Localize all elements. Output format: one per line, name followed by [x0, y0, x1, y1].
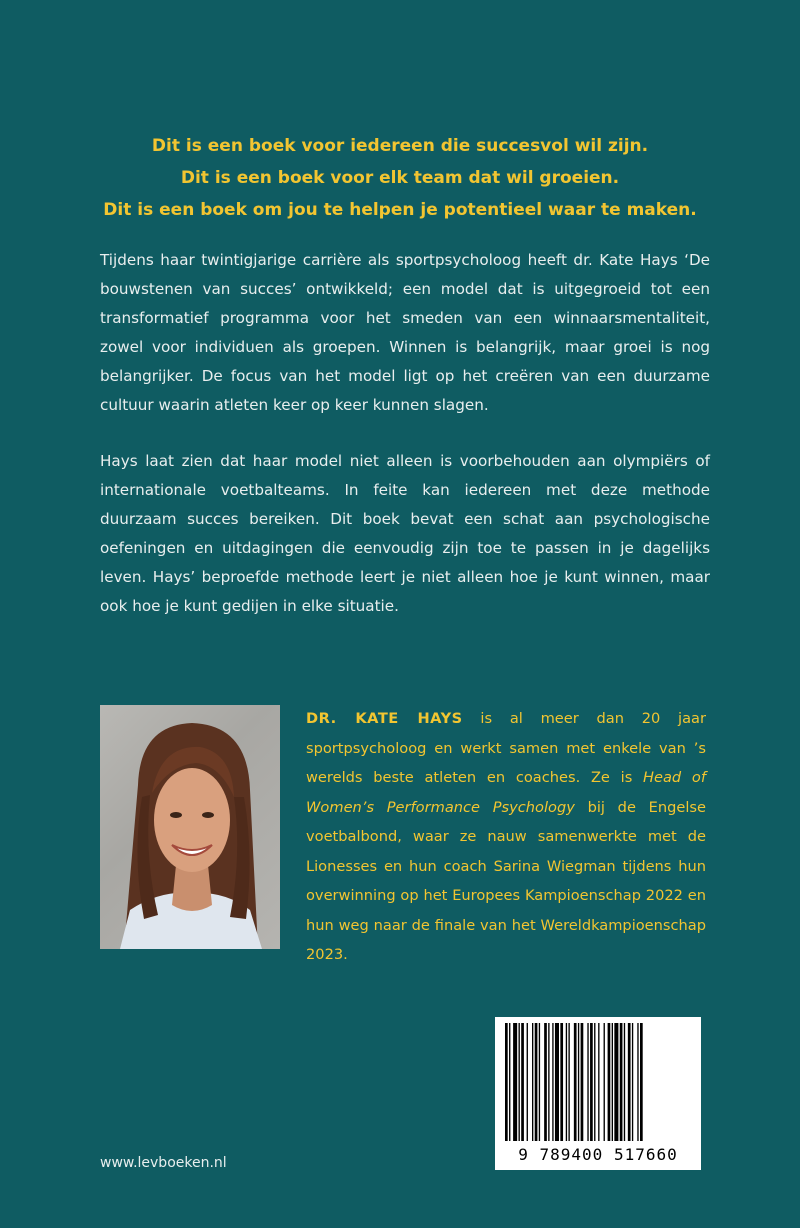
- description-paragraph-2: Hays laat zien dat haar model niet alleen is voorbehouden aan olympiërs of internationale voetbalteams. In feite kan iedereen met deze methode duurzaam succes bereiken. Dit boek bevat een schat aan psychologische oefeningen en uitdagingen die eenvoudig zijn toe te passen in je dagelijks leven. Hays’ beproefde methode leert je niet alleen hoe je kunt winnen, maar ook hoe je kunt gedijen in elke situatie.: [100, 452, 710, 615]
- barcode-bar: [587, 1023, 588, 1141]
- publisher-website: www.levboeken.nl: [100, 1155, 227, 1171]
- headline-line-2: Dit is een boek voor elk team dat wil groeien.: [180, 168, 620, 188]
- barcode-bar: [624, 1023, 625, 1141]
- headline-line-1: Dit is een boek voor iedereen die succesvol wil zijn.: [151, 136, 649, 156]
- barcode-bar: [581, 1023, 584, 1141]
- barcode-bar: [513, 1023, 517, 1141]
- barcode-bar: [620, 1023, 623, 1141]
- description-paragraph-1: Tijdens haar twintigjarige carrière als sportpsycholoog heeft dr. Kate Hays ‘De bouwstenen van succes’ ontwikkeld; een model dat is uitgegroeid tot een transformatief programma voor het smeden van een winnaarsmentaliteit, zowel voor individuen als groepen. Winnen is belangrijk, maar groei is nog belangrijker. De focus van het model ligt op het creëren van een duurzame cultuur waarin atleten keer op keer kunnen slagen.: [100, 251, 710, 414]
- barcode-bar: [640, 1023, 643, 1141]
- barcode-bar: [519, 1023, 520, 1141]
- author-bio: [306, 704, 706, 970]
- barcode-bar: [628, 1023, 631, 1141]
- barcode-bar: [578, 1023, 579, 1141]
- barcode-bar: [612, 1023, 613, 1141]
- barcode-bar: [560, 1023, 563, 1141]
- barcode-bar: [632, 1023, 633, 1141]
- barcode-bar: [532, 1023, 533, 1141]
- isbn-barcode: [495, 1017, 701, 1170]
- bio-italic-title: Head of Women’s Performance Psychology: [306, 769, 706, 816]
- barcode-bar: [555, 1023, 559, 1141]
- barcode-bar: [535, 1023, 538, 1141]
- barcode-bar: [590, 1023, 593, 1141]
- barcode-bar: [568, 1023, 569, 1141]
- barcode-bar: [505, 1023, 508, 1141]
- headline: [80, 130, 720, 226]
- author-name: DR. KATE HAYS: [306, 710, 463, 727]
- bio-text-2: bij de Engelse voetbalbond, waar ze nauw samenwerkte met de Lionesses en hun coach Sarina Wiegman tijdens hun overwinning op het Europees Kampioenschap 2022 en hun weg naar de finale van het Wereldkampioenschap 2023.: [306, 798, 706, 963]
- barcode-bar: [637, 1023, 638, 1141]
- barcode-bar: [552, 1023, 553, 1141]
- barcode-bars: [501, 1023, 695, 1141]
- barcode-bar: [548, 1023, 549, 1141]
- barcode-bar: [521, 1023, 524, 1141]
- barcode-bar: [544, 1023, 547, 1141]
- barcode-bar: [539, 1023, 540, 1141]
- barcode-bar: [608, 1023, 611, 1141]
- barcode-bar: [509, 1023, 510, 1141]
- barcode-bar: [594, 1023, 595, 1141]
- barcode-bar: [604, 1023, 605, 1141]
- bio-text-1: is al meer dan 20 jaar sportpsycholoog en werkt samen met enkele van ’s werelds beste atleten en coaches. Ze is: [306, 710, 706, 786]
- barcode-bar: [574, 1023, 577, 1141]
- barcode-bar: [527, 1023, 528, 1141]
- headline-line-3: Dit is een boek om jou te helpen je potentieel waar te maken.: [103, 200, 697, 220]
- barcode-bar: [566, 1023, 567, 1141]
- author-portrait-illustration: [100, 705, 280, 949]
- barcode-bar: [614, 1023, 618, 1141]
- author-photo: [100, 705, 280, 949]
- barcode-bar: [598, 1023, 599, 1141]
- isbn-number: 9 789400 517660: [518, 1145, 678, 1164]
